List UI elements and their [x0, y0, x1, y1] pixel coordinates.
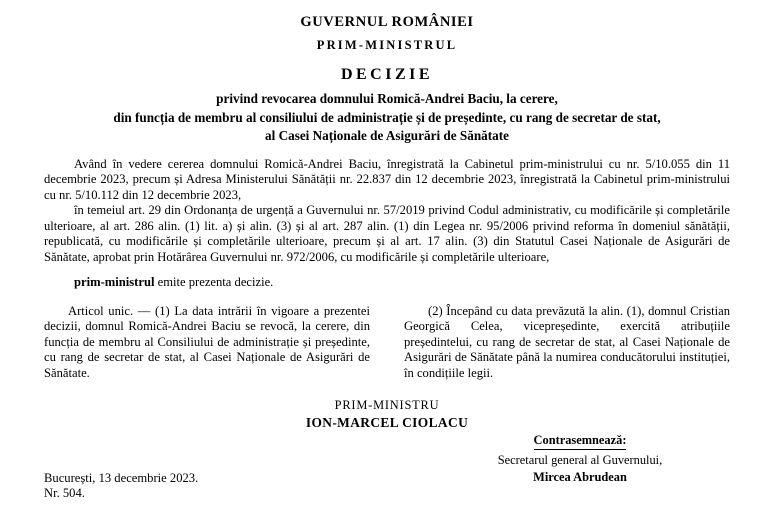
- document-type-title: DECIZIE: [340, 66, 434, 83]
- subtitle-line-1: privind revocarea domnului Romică-Andrei Baciu, la cerere,: [216, 91, 558, 106]
- articles-columns: [44, 304, 730, 382]
- enactment-subject: prim-ministrul: [74, 274, 155, 289]
- signature-role: PRIM-MINISTRU: [334, 397, 440, 412]
- subtitle-line-2: din funcția de membru al consiliului de administrație și de președinte, cu rang de secretar de stat,: [113, 109, 661, 125]
- article-unique-paragraph-1: Articol unic. — (1) La data intrării în vigoare a prezentei decizii, domnul Romică-Andrei Baciu se revocă, la cerere, din funcția de membru al Consiliului de administrație și președinte, cu rang de secretar de stat, al Casei Naționale de Asigurări de Sănătate.: [44, 303, 370, 381]
- countersignature-title: Contrasemnează:: [534, 432, 627, 450]
- preamble-paragraph-2: în temeiul art. 29 din Ordonanța de urgență a Guvernului nr. 57/2019 privind Codul administrativ, cu modificările și completările ulterioare, al art. 286 alin. (1) lit. a) și alin. (3) și al art. 287 alin. (1) din Legea nr. 95/2006 privind reforma în domeniul sănătății, republicată, cu modificările și completările ulterioare, precum și al art. 17 alin. (3) din Statutul Casei Naționale de Asigurări de Sănătate, aprobat prin Hotărârea Guvernului nr. 972/2006, cu modificările și completările ulterioare,: [44, 203, 730, 265]
- document-subtitle: [44, 90, 730, 146]
- article-unique-paragraph-2: (2) Începând cu data prevăzută la alin. (1), domnul Cristian Georgică Celea, vicepreședinte, exercită atribuțiile președintelui, cu rang de secretar de stat, al Casei Naționale de Asigurări de Sănătate până la numirea conducătorului instituției, în condițiile legii.: [404, 303, 730, 381]
- signature-block: [44, 398, 730, 431]
- footer-place-date: București, 13 decembrie 2023.: [44, 470, 199, 485]
- government-header: GUVERNUL ROMÂNIEI: [300, 14, 474, 30]
- signature-name: ION-MARCEL CIOLACU: [305, 414, 469, 430]
- document-footer: [44, 471, 198, 502]
- preamble-paragraph-1: Având în vedere cererea domnului Romică-Andrei Baciu, înregistrată la Cabinetul prim-ministrului cu nr. 5/10.055 din 11 decembrie 2023, precum și Adresa Ministerului Sănătății nr. 22.837 din 12 decembrie 2023, înregistrată la Cabinetul prim-ministrului cu nr. 5/10.112 din 12 decembrie 2023,: [44, 156, 730, 202]
- preamble-section: [44, 157, 730, 266]
- countersignature-name: Mircea Abrudean: [533, 470, 627, 484]
- enactment-clause: [44, 275, 730, 290]
- subtitle-line-3: al Casei Naționale de Asigurări de Sănătate: [265, 128, 509, 143]
- article-column-left: [44, 304, 370, 382]
- article-column-right: [404, 304, 730, 382]
- footer-number: Nr. 504.: [44, 486, 85, 501]
- countersignature-role: Secretarul general al Guvernului,: [497, 453, 663, 467]
- prime-minister-header: PRIM-MINISTRUL: [316, 38, 458, 52]
- countersignature-block: [430, 432, 730, 485]
- enactment-predicate: emite prezenta decizie.: [154, 274, 274, 289]
